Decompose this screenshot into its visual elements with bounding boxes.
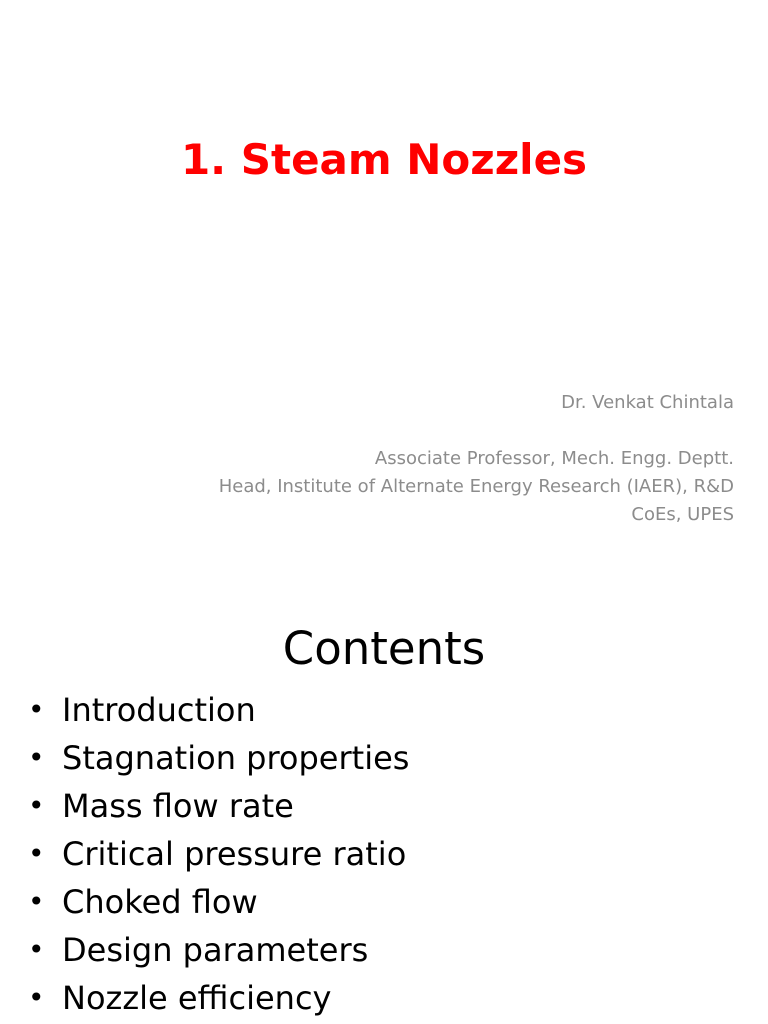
list-item-label: Design parameters [62,931,369,969]
contents-list [28,686,748,1022]
list-item [28,782,748,830]
list-item-label: Critical pressure ratio [62,835,407,873]
bullet-icon: • [28,933,45,966]
author-block [94,389,734,529]
author-name: Dr. Venkat Chintala [561,392,734,413]
list-item [28,686,748,734]
spacer [94,417,734,445]
list-item [28,734,748,782]
author-organization: CoEs, UPES [631,504,734,525]
list-item-label: Stagnation properties [62,739,410,777]
author-institute: Head, Institute of Alternate Energy Research (IAER), R&D [218,476,734,497]
list-item-label: Mass flow rate [62,787,294,825]
list-item [28,974,748,1022]
list-item [28,926,748,974]
list-item-label: Nozzle efficiency [62,979,332,1017]
bullet-icon: • [28,789,45,822]
bullet-icon: • [28,885,45,918]
bullet-icon: • [28,837,45,870]
bullet-icon: • [28,741,45,774]
list-item-label: Choked flow [62,883,258,921]
list-item [28,830,748,878]
bullet-icon: • [28,693,45,726]
list-item [28,878,748,926]
slide-title: 1. Steam Nozzles [180,135,588,184]
contents-heading: Contents [282,622,486,675]
author-position: Associate Professor, Mech. Engg. Deptt. [374,448,734,469]
list-item-label: Introduction [62,691,256,729]
bullet-icon: • [28,981,45,1014]
